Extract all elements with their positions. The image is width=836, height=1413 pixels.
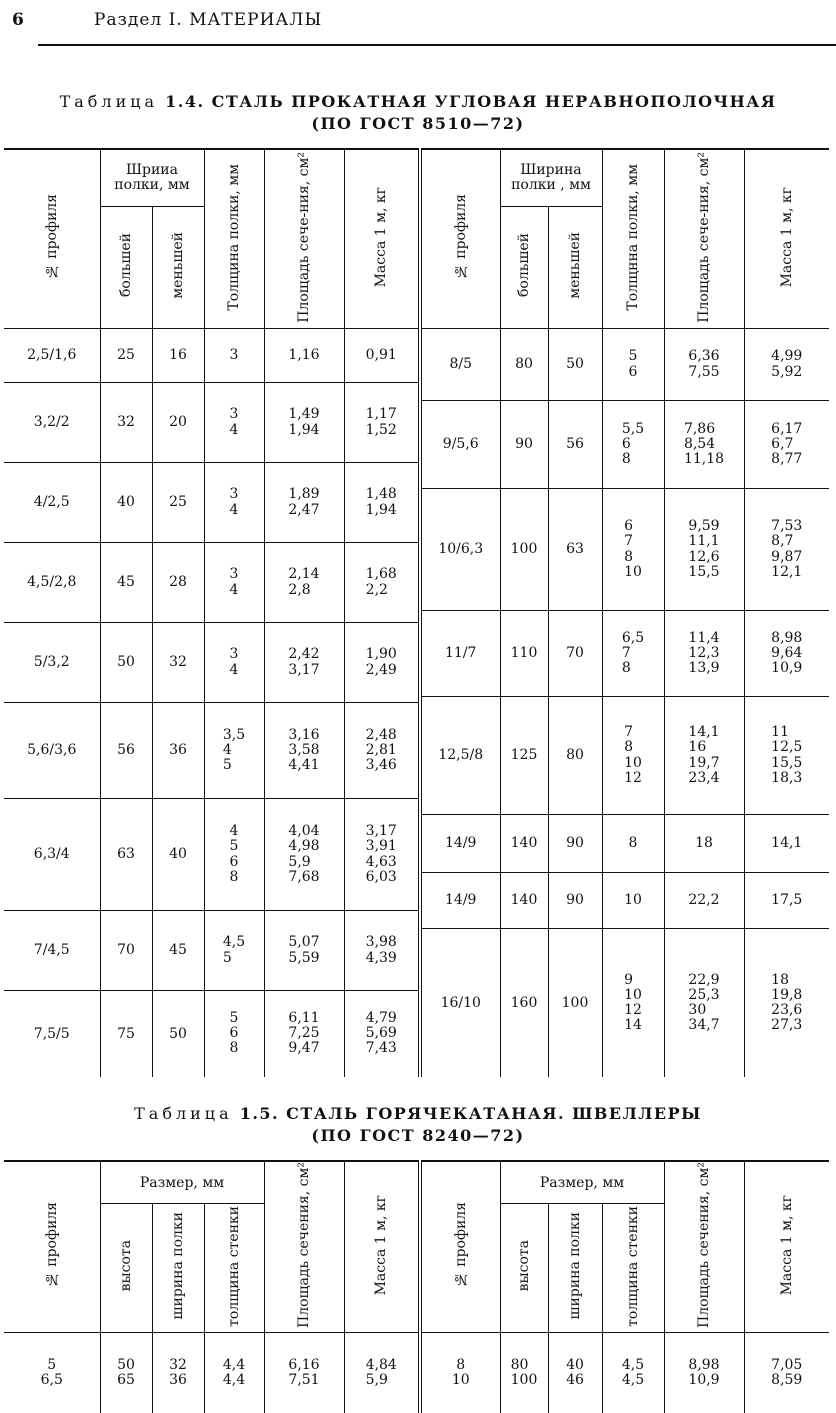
t15-left-area: 6,16 7,51 <box>264 1333 344 1413</box>
t15-left-wall: 4,4 4,4 <box>204 1333 264 1413</box>
t14-right-a-cell: 18 <box>664 815 744 873</box>
t14-left-b-cell: 25 <box>100 329 152 383</box>
t15-header-flange-left: ширина полки <box>152 1204 204 1333</box>
t14-header-mass-left: Масса 1 м, кг <box>344 149 420 329</box>
table-row <box>4 1333 829 1413</box>
t14-right-t-cell: 7 8 10 12 <box>602 697 664 815</box>
t14-right-b-cell: 125 <box>500 697 548 815</box>
page-number: 6 <box>12 10 24 30</box>
t14-right-b-cell: 80 <box>500 329 548 401</box>
t14-header-profile-right: № профиля <box>420 149 500 329</box>
t14-right-profile-cell: 16/10 <box>420 929 500 1077</box>
t15-right-mass: 7,05 8,59 <box>744 1333 829 1413</box>
t14-header-profile-left: № профиля <box>4 149 100 329</box>
t14-left-m-cell: 1,68 2,2 <box>344 543 420 623</box>
t14-left-m-cell: 1,48 1,94 <box>344 463 420 543</box>
t15-header-size-group-right: Размер, мм <box>500 1161 664 1204</box>
t14-left-t-cell: 3,5 4 5 <box>204 703 264 799</box>
t14-right-a-cell: 22,2 <box>664 873 744 929</box>
t14-left-b-cell: 45 <box>100 543 152 623</box>
t14-left-b-cell: 56 <box>100 703 152 799</box>
t14-left-t-cell: 3 <box>204 329 264 383</box>
page-header <box>8 4 836 38</box>
t14-left-s-cell: 25 <box>152 463 204 543</box>
t14-left-profile-cell: 4,5/2,8 <box>4 543 100 623</box>
t15-header-mass-right: Масса 1 м, кг <box>744 1161 829 1333</box>
table-14-title-text: 1.4. СТАЛЬ ПРОКАТНАЯ УГЛОВАЯ НЕРАВНОПОЛОЧНАЯ <box>158 92 776 111</box>
t14-left-profile-cell: 2,5/1,6 <box>4 329 100 383</box>
t15-header-profile-right: № профиля <box>420 1161 500 1333</box>
t14-right-t-cell: 8 <box>602 815 664 873</box>
t14-right-m-cell: 17,5 <box>744 873 829 929</box>
t14-right-b-cell: 100 <box>500 489 548 611</box>
t14-left-t-cell: 3 4 <box>204 623 264 703</box>
table-15-title <box>0 1104 836 1123</box>
t14-left-t-cell: 3 4 <box>204 383 264 463</box>
t14-header-bigger-right: большей <box>500 207 548 329</box>
t14-right-profile-cell: 8/5 <box>420 329 500 401</box>
table-14 <box>4 148 829 1077</box>
t14-left-profile-cell: 7,5/5 <box>4 991 100 1077</box>
t14-left-a-cell: 3,16 3,58 4,41 <box>264 703 344 799</box>
t14-right-b-cell: 140 <box>500 873 548 929</box>
t14-left-s-cell: 16 <box>152 329 204 383</box>
t14-right-s-cell: 70 <box>548 611 602 697</box>
t14-left-t-cell: 3 4 <box>204 543 264 623</box>
t14-right-t-cell: 10 <box>602 873 664 929</box>
t14-left-a-cell: 4,04 4,98 5,9 7,68 <box>264 799 344 911</box>
t14-left-b-cell: 63 <box>100 799 152 911</box>
t14-right-s-cell: 63 <box>548 489 602 611</box>
t14-right-t-cell: 9 10 12 14 <box>602 929 664 1077</box>
t14-right-t-cell: 5,5 6 8 <box>602 401 664 489</box>
t14-left-m-cell: 4,79 5,69 7,43 <box>344 991 420 1077</box>
t14-header-smaller-left: меньшей <box>152 207 204 329</box>
t14-left-profile-cell: 6,3/4 <box>4 799 100 911</box>
t14-left-s-cell: 40 <box>152 799 204 911</box>
t14-left-s-cell: 28 <box>152 543 204 623</box>
t15-right-flange: 40 46 <box>548 1333 602 1413</box>
table-15 <box>4 1160 829 1413</box>
t14-right-profile-cell: 10/6,3 <box>420 489 500 611</box>
t14-left-m-cell: 1,90 2,49 <box>344 623 420 703</box>
table-14-subtitle: (ПО ГОСТ 8510—72) <box>0 114 836 133</box>
t14-header-width-group-left: Шрииа полки, мм <box>100 149 204 207</box>
t14-left-s-cell: 50 <box>152 991 204 1077</box>
t14-left-a-cell: 1,89 2,47 <box>264 463 344 543</box>
t14-left-t-cell: 4,5 5 <box>204 911 264 991</box>
t14-header-area-left: Площадь сече-ния, см² <box>264 149 344 329</box>
t14-header-area-right: Площадь сече-ния, см² <box>664 149 744 329</box>
t15-header-area-right: Площадь сечения, см² <box>664 1161 744 1333</box>
table-row <box>4 329 829 383</box>
t14-right-profile-cell: 9/5,6 <box>420 401 500 489</box>
t14-right-m-cell: 11 12,5 15,5 18,3 <box>744 697 829 815</box>
t14-right-s-cell: 100 <box>548 929 602 1077</box>
t14-header-bigger-left: большей <box>100 207 152 329</box>
t15-header-profile-left: № профиля <box>4 1161 100 1333</box>
t14-right-m-cell: 8,98 9,64 10,9 <box>744 611 829 697</box>
t15-header-flange-right: ширина полки <box>548 1204 602 1333</box>
table-14-title <box>0 92 836 111</box>
t14-right-profile-cell: 12,5/8 <box>420 697 500 815</box>
t14-right-profile-cell: 14/9 <box>420 873 500 929</box>
t14-left-m-cell: 0,91 <box>344 329 420 383</box>
t15-header-height-right: высота <box>500 1204 548 1333</box>
t14-left-t-cell: 4 5 6 8 <box>204 799 264 911</box>
t14-left-b-cell: 70 <box>100 911 152 991</box>
t14-right-a-cell: 22,9 25,3 30 34,7 <box>664 929 744 1077</box>
t14-header-thickness-right: Толщнна полки, мм <box>602 149 664 329</box>
table-15-title-text: 1.5. СТАЛЬ ГОРЯЧЕКАТАНАЯ. ШВЕЛЛЕРЫ <box>233 1104 702 1123</box>
t14-right-s-cell: 90 <box>548 815 602 873</box>
t14-left-b-cell: 32 <box>100 383 152 463</box>
t14-right-a-cell: 14,1 16 19,7 23,4 <box>664 697 744 815</box>
t14-right-s-cell: 80 <box>548 697 602 815</box>
t14-body <box>4 329 829 1077</box>
t14-left-b-cell: 75 <box>100 991 152 1077</box>
t14-left-t-cell: 3 4 <box>204 463 264 543</box>
t15-left-mass: 4,84 5,9 <box>344 1333 420 1413</box>
t14-right-t-cell: 6,5 7 8 <box>602 611 664 697</box>
t14-header-smaller-right: меньшей <box>548 207 602 329</box>
t14-left-b-cell: 40 <box>100 463 152 543</box>
t14-left-profile-cell: 3,2/2 <box>4 383 100 463</box>
t14-right-t-cell: 6 7 8 10 <box>602 489 664 611</box>
t14-left-a-cell: 2,14 2,8 <box>264 543 344 623</box>
t14-right-m-cell: 6,17 6,7 8,77 <box>744 401 829 489</box>
t15-left-profile: 5 6,5 <box>4 1333 100 1413</box>
t15-left-height: 50 65 <box>100 1333 152 1413</box>
t14-left-a-cell: 1,49 1,94 <box>264 383 344 463</box>
t15-right-height: 80 100 <box>500 1333 548 1413</box>
table-15-subtitle: (ПО ГОСТ 8240—72) <box>0 1126 836 1145</box>
t14-right-t-cell: 5 6 <box>602 329 664 401</box>
t14-right-s-cell: 90 <box>548 873 602 929</box>
t15-header-wall-left: толщина стенки <box>204 1204 264 1333</box>
t14-left-a-cell: 6,11 7,25 9,47 <box>264 991 344 1077</box>
t14-left-m-cell: 3,98 4,39 <box>344 911 420 991</box>
section-title: Раздел I. МАТЕРИАЛЫ <box>94 10 322 30</box>
t14-right-a-cell: 7,86 8,54 11,18 <box>664 401 744 489</box>
t14-right-a-cell: 6,36 7,55 <box>664 329 744 401</box>
t14-left-s-cell: 36 <box>152 703 204 799</box>
t14-left-m-cell: 1,17 1,52 <box>344 383 420 463</box>
t14-left-m-cell: 3,17 3,91 4,63 6,03 <box>344 799 420 911</box>
t14-right-a-cell: 11,4 12,3 13,9 <box>664 611 744 697</box>
t15-header-height-left: высота <box>100 1204 152 1333</box>
t14-left-s-cell: 20 <box>152 383 204 463</box>
t15-right-wall: 4,5 4,5 <box>602 1333 664 1413</box>
table-15-label: Таблица <box>134 1104 233 1123</box>
t14-right-profile-cell: 14/9 <box>420 815 500 873</box>
t14-left-profile-cell: 4/2,5 <box>4 463 100 543</box>
table-14-label: Таблица <box>60 92 159 111</box>
t15-left-flange: 32 36 <box>152 1333 204 1413</box>
t14-right-s-cell: 56 <box>548 401 602 489</box>
t14-right-profile-cell: 11/7 <box>420 611 500 697</box>
t15-header-wall-right: толщина стенки <box>602 1204 664 1333</box>
t14-left-m-cell: 2,48 2,81 3,46 <box>344 703 420 799</box>
t14-left-t-cell: 5 6 8 <box>204 991 264 1077</box>
t15-header-mass-left: Масса 1 м, кг <box>344 1161 420 1333</box>
t14-left-s-cell: 45 <box>152 911 204 991</box>
t14-left-a-cell: 2,42 3,17 <box>264 623 344 703</box>
header-rule <box>38 44 836 46</box>
t14-right-m-cell: 18 19,8 23,6 27,3 <box>744 929 829 1077</box>
t14-left-a-cell: 1,16 <box>264 329 344 383</box>
t14-right-m-cell: 14,1 <box>744 815 829 873</box>
t15-right-area: 8,98 10,9 <box>664 1333 744 1413</box>
t14-left-b-cell: 50 <box>100 623 152 703</box>
t14-header-thickness-left: Толщина полки, мм <box>204 149 264 329</box>
t14-right-m-cell: 4,99 5,92 <box>744 329 829 401</box>
t14-right-b-cell: 140 <box>500 815 548 873</box>
t15-header-size-group-left: Размер, мм <box>100 1161 264 1204</box>
t14-right-b-cell: 160 <box>500 929 548 1077</box>
t14-left-s-cell: 32 <box>152 623 204 703</box>
t14-left-profile-cell: 7/4,5 <box>4 911 100 991</box>
t14-right-b-cell: 90 <box>500 401 548 489</box>
t14-left-profile-cell: 5,6/3,6 <box>4 703 100 799</box>
t15-header-area-left: Площадь сечения, см² <box>264 1161 344 1333</box>
t14-right-m-cell: 7,53 8,7 9,87 12,1 <box>744 489 829 611</box>
t15-right-profile: 8 10 <box>420 1333 500 1413</box>
t14-header-width-group-right: Ширина полки , мм <box>500 149 602 207</box>
t14-right-s-cell: 50 <box>548 329 602 401</box>
t14-right-a-cell: 9,59 11,1 12,6 15,5 <box>664 489 744 611</box>
t14-left-profile-cell: 5/3,2 <box>4 623 100 703</box>
t14-header-mass-right: Масса 1 м, кг <box>744 149 829 329</box>
t14-left-a-cell: 5,07 5,59 <box>264 911 344 991</box>
t14-right-b-cell: 110 <box>500 611 548 697</box>
